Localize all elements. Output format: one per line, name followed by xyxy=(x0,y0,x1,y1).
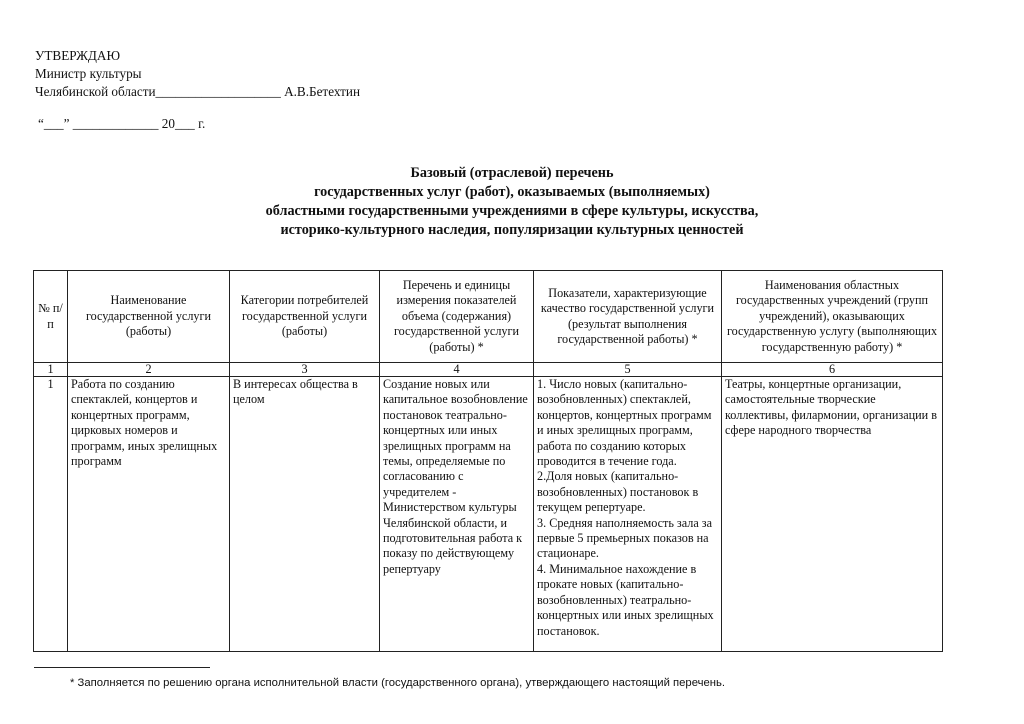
column-number: 6 xyxy=(722,363,943,377)
document-title xyxy=(160,164,864,240)
services-table xyxy=(33,270,943,652)
column-number: 3 xyxy=(230,363,380,377)
title-line-2: государственных услуг (работ), оказываемых (выполняемых) xyxy=(314,184,710,200)
title-line-3: областными государственными учреждениями в сфере культуры, искусства, xyxy=(265,203,759,219)
header-service-name: Наименование государственной услуги (работы) xyxy=(68,271,230,363)
table-row xyxy=(34,377,943,652)
institutions-cell: Театры, концертные организации, самостоятельные творческие коллективы, филармонии, организации в сфере народного творчества xyxy=(722,377,943,652)
consumers-cell: В интересах общества в целом xyxy=(230,377,380,652)
approval-block xyxy=(35,47,360,101)
footnote-divider xyxy=(34,667,210,668)
quality-item: 3. Средняя наполняемость зала за первые 5 премьерных показов на стационаре. xyxy=(537,515,713,561)
row-number: 1 xyxy=(34,377,68,652)
column-number-row xyxy=(34,363,943,377)
approval-heading: УТВЕРЖДАЮ xyxy=(35,48,121,63)
quality-cell xyxy=(534,377,722,652)
service-name-cell: Работа по созданию спектаклей, концертов и концертных программ, цирковых номеров и программ, иных зрелищных программ xyxy=(68,377,230,652)
column-number: 4 xyxy=(380,363,534,377)
table-header-row xyxy=(34,271,943,363)
approval-date: “___” _____________ 20___ г. xyxy=(38,116,206,131)
title-line-4: историко-культурного наследия, популяризации культурных ценностей xyxy=(280,222,744,238)
footnote: * Заполняется по решению органа исполнительной власти (государственного органа), утверждающего настоящий перечень. xyxy=(70,677,726,689)
header-consumer-categories: Категории потребителей государственной услуги (работы) xyxy=(230,271,380,363)
volume-cell: Создание новых или капитальное возобновление постановок театрально-концертных или иных зрелищных программ на темы, определяемые по согласованию с учредителем - Министерством культуры Челябинской области, и подготовительная работа к показу по действующему репертуару xyxy=(380,377,534,652)
header-number: № п/п xyxy=(34,271,68,363)
header-institutions: Наименования областных государственных учреждений (групп учреждений), оказывающих государственную услугу (выполняющих государственную работу) * xyxy=(722,271,943,363)
quality-item: 2.Доля новых (капитально-возобновленных) постановок в текущем репертуаре. xyxy=(537,469,699,515)
column-number: 2 xyxy=(68,363,230,377)
title-line-1: Базовый (отраслевой) перечень xyxy=(410,165,614,181)
header-quality-indicators: Показатели, характеризующие качество государственной услуги (результат выполнения государственной работы) * xyxy=(534,271,722,363)
column-number: 1 xyxy=(34,363,68,377)
approval-signature-line: Челябинской области___________________ А.В.Бетехтин xyxy=(35,84,361,99)
header-volume-indicators: Перечень и единицы измерения показателей объема (содержания) государственной услуги (работы) * xyxy=(380,271,534,363)
quality-item: 4. Минимальное нахождение в прокате новых (капитально-возобновленных) театрально-концертных или иных зрелищных постановок. xyxy=(537,561,714,638)
column-number: 5 xyxy=(534,363,722,377)
approval-position: Министр культуры xyxy=(35,66,142,81)
quality-item: 1. Число новых (капитально-возобновленных) спектаклей, концертов, концертных программ и иных зрелищных программ, работа по созданию которых проводится в течение года. xyxy=(537,377,712,469)
